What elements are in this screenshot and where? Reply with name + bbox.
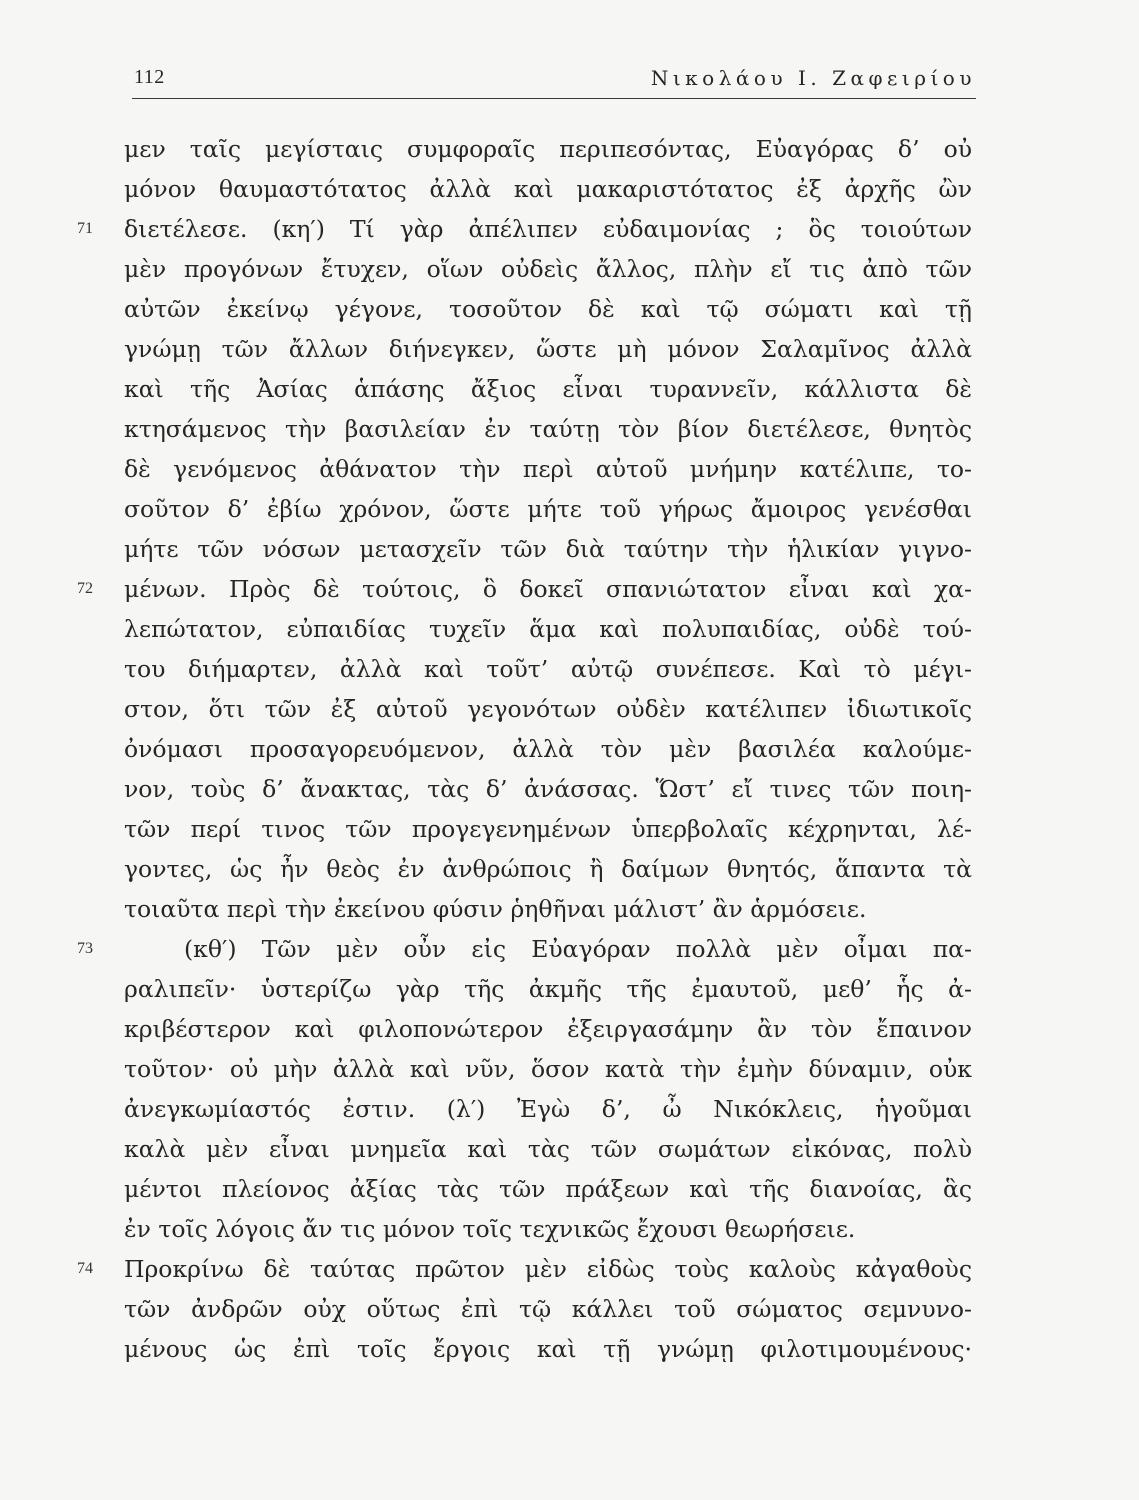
text-line: ραλιπεῖν· ὑστερίζω γὰρ τῆς ἀκμῆς τῆς ἐμαυτοῦ, μεθ’ ἧς ἀ- [124, 975, 972, 1003]
text-line: μέντοι πλείονος ἀξίας τὰς τῶν πράξεων καὶ τῆς διανοίας, ἃς [124, 1175, 972, 1203]
text-line: διετέλεσε. (κη′) Τί γὰρ ἀπέλιπεν εὐδαιμονίας ; ὃς τοιούτων [124, 215, 972, 243]
text-line: νον, τοὺς δ’ ἄνακτας, τὰς δ’ ἀνάσσας. Ὥστ’ εἴ τινες τῶν ποιη- [124, 775, 972, 803]
text-line: τοιαῦτα περὶ τὴν ἐκείνου φύσιν ῥηθῆναι μάλιστ’ ἂν ἁρμόσειε. [124, 895, 867, 923]
text-line: στον, ὅτι τῶν ἐξ αὐτοῦ γεγονότων οὐδὲν κατέλιπεν ἰδιωτικοῖς [124, 695, 972, 723]
text-line: του διήμαρτεν, ἀλλὰ καὶ τοῦτ’ αὐτῷ συνέπεσε. Καὶ τὸ μέγι- [124, 655, 972, 683]
text-line: ἀνεγκωμίαστός ἐστιν. (λ′) Ἐγὼ δ’, ὦ Νικόκλεις, ἡγοῦμαι [124, 1095, 972, 1123]
text-line: καὶ τῆς Ἀσίας ἁπάσης ἄξιος εἶναι τυραννεῖν, κάλλιστα δὲ [124, 375, 972, 403]
section-number: 71 [77, 220, 93, 237]
text-line: κτησάμενος τὴν βασιλείαν ἐν ταύτῃ τὸν βίον διετέλεσε, θνητὸς [124, 415, 972, 443]
text-line: μεν ταῖς μεγίσταις συμφοραῖς περιπεσόντας, Εὐαγόρας δ’ οὐ [124, 135, 972, 163]
section-number: 73 [77, 940, 93, 957]
text-line: κριβέστερον καὶ φιλοπονώτερον ἐξειργασάμην ἂν τὸν ἔπαινον [124, 1015, 972, 1043]
section-number: 72 [77, 580, 93, 597]
page-number: 112 [134, 66, 165, 88]
text-line: καλὰ μὲν εἶναι μνημεῖα καὶ τὰς τῶν σωμάτων εἰκόνας, πολὺ [124, 1135, 972, 1163]
text-line: ἐν τοῖς λόγοις ἄν τις μόνον τοῖς τεχνικῶς ἔχουσι θεωρήσειε. [124, 1215, 856, 1243]
text-line: ὀνόμασι προσαγορευόμενον, ἀλλὰ τὸν μὲν βασιλέα καλούμε- [124, 735, 972, 763]
text-line: τῶν περί τινος τῶν προγεγενημένων ὑπερβολαῖς κέχρηνται, λέ- [124, 815, 972, 843]
text-line: μένους ὡς ἐπὶ τοῖς ἔργοις καὶ τῇ γνώμῃ φιλοτιμουμένους· [124, 1335, 972, 1363]
text-line: μὲν προγόνων ἔτυχεν, οἵων οὐδεὶς ἄλλος, πλὴν εἴ τις ἀπὸ τῶν [124, 255, 972, 283]
text-line: (κθ′) Τῶν μὲν οὖν εἰς Εὐαγόραν πολλὰ μὲν οἶμαι πα- [184, 935, 972, 963]
text-line: μήτε τῶν νόσων μετασχεῖν τῶν διὰ ταύτην τὴν ἡλικίαν γιγνο- [124, 535, 972, 563]
text-line: δὲ γενόμενος ἀθάνατον τὴν περὶ αὐτοῦ μνήμην κατέλιπε, το- [124, 455, 972, 483]
text-line: γνώμῃ τῶν ἄλλων διήνεγκεν, ὥστε μὴ μόνον Σαλαμῖνος ἀλλὰ [124, 335, 972, 363]
text-line: τοῦτον· οὐ μὴν ἀλλὰ καὶ νῦν, ὅσον κατὰ τὴν ἐμὴν δύναμιν, οὐκ [124, 1055, 972, 1083]
section-number: 74 [77, 1260, 93, 1277]
text-line: αὐτῶν ἐκείνῳ γέγονε, τοσοῦτον δὲ καὶ τῷ σώματι καὶ τῇ [124, 295, 972, 323]
running-head [132, 66, 976, 99]
text-line: μόνον θαυμαστότατος ἀλλὰ καὶ μακαριστότατος ἐξ ἀρχῆς ὢν [124, 175, 972, 203]
text-line: Προκρίνω δὲ ταύτας πρῶτον μὲν εἰδὼς τοὺς καλοὺς κἀγαθοὺς [124, 1255, 972, 1283]
text-line: λεπώτατον, εὐπαιδίας τυχεῖν ἅμα καὶ πολυπαιδίας, οὐδὲ τού- [124, 615, 972, 643]
running-title: Νικολάου Ι. Ζαφειρίου [650, 66, 976, 90]
text-line: σοῦτον δ’ ἐβίω χρόνον, ὥστε μήτε τοῦ γήρως ἄμοιρος γενέσθαι [124, 495, 972, 523]
text-line: τῶν ἀνδρῶν οὐχ οὕτως ἐπὶ τῷ κάλλει τοῦ σώματος σεμνυνο- [124, 1295, 972, 1323]
text-line: γοντες, ὡς ἦν θεὸς ἐν ἀνθρώποις ἢ δαίμων θνητός, ἅπαντα τὰ [124, 855, 972, 883]
text-line: μένων. Πρὸς δὲ τούτοις, ὃ δοκεῖ σπανιώτατον εἶναι καὶ χα- [124, 575, 972, 603]
